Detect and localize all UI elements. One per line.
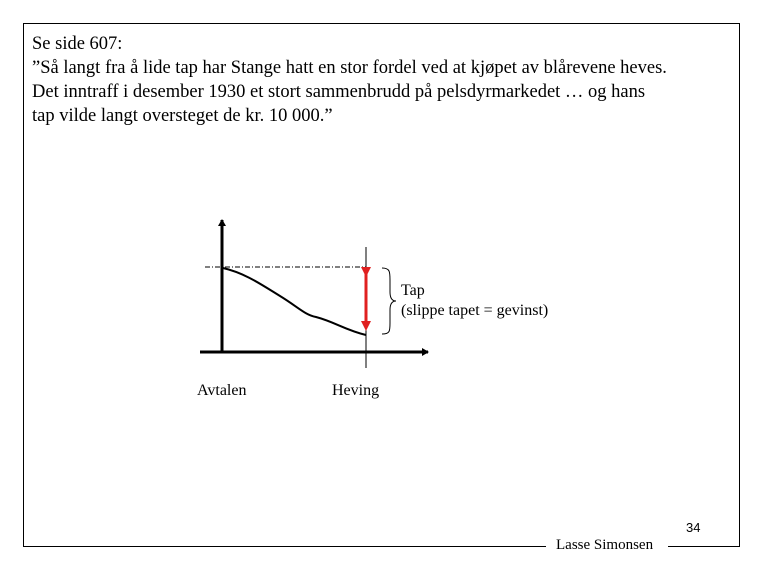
x-label-avtalen: Avtalen [197,382,247,399]
footer-author: Lasse Simonsen [556,537,654,553]
annotation-loss-label: Tap [401,282,425,299]
loss-brace [382,268,396,334]
page-number: 34 [686,520,701,535]
x-label-heving: Heving [332,382,380,399]
value-curve [223,268,366,335]
quote-line-1: ”Så langt fra å lide tap har Stange hatt en stor fordel ved at kjøpet av blårevene heves. [32,58,667,78]
quote-heading: Se side 607: [32,34,123,54]
annotation-loss-note: (slippe tapet = gevinst) [401,302,549,319]
quote-line-3: tap vilde langt oversteget de kr. 10 000.” [32,106,333,126]
quote-line-2: Det inntraff i desember 1930 et stort sammenbrudd på pelsdyrmarkedet … og hans [32,82,646,102]
